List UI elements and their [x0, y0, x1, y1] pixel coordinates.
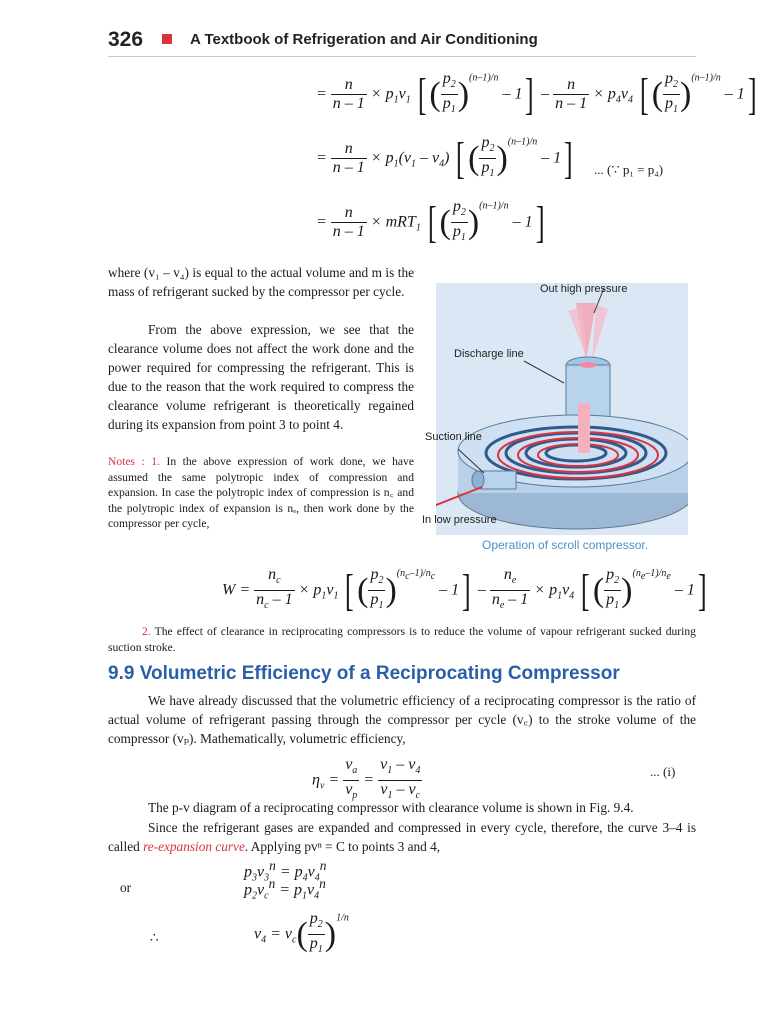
- page-number: 326: [108, 28, 144, 51]
- re-expansion-term: re-expansion curve: [143, 839, 245, 854]
- notes-label: Notes : 1.: [108, 455, 160, 468]
- therefore-symbol: ∴: [150, 930, 159, 945]
- scroll-compressor-illustration: [436, 283, 688, 535]
- label-out-high-pressure: Out high pressure: [540, 283, 628, 295]
- equation-line-3: = $\frac{n}{n - 1}$ × mRT$_1$ [( $\frac{p_2}{p_1}$ )$^{(n-1)/n}$ – 1]: [316, 197, 545, 247]
- notes-block: [108, 454, 414, 532]
- section-title: Volumetric Efficiency of a Reciprocating Compressor: [139, 663, 620, 684]
- header-rule: [108, 56, 696, 57]
- high-pressure-jet: [568, 303, 608, 361]
- re-expansion-text-a: Since the refrigerant gases are expanded and compressed in every cycle, therefore, the curve 3–4 is called: [108, 820, 696, 854]
- label-in-low-pressure: In low pressure: [422, 514, 497, 526]
- label-suction-line: Suction line: [425, 431, 482, 443]
- suction-inlet: [472, 471, 484, 489]
- section-heading: [108, 663, 620, 685]
- discharge-channel: [578, 403, 590, 453]
- note-2: [108, 624, 696, 655]
- book-title: A Textbook of Refrigeration and Air Conditioning: [190, 31, 538, 48]
- volumetric-efficiency-equation: $\eta_v$ = $\frac{v_a}{v_p}$ = $\frac{v_1 - v_4}{v_1 - v_c}$: [312, 756, 421, 802]
- scroll-compressor-figure: [436, 283, 688, 535]
- equation-line-2: = $\frac{n}{n - 1}$ × $p_1(v_1 - v_4)$ [( $\frac{p_2}{p_1}$ )$^{(n-1)/n}$ – 1]: [316, 133, 573, 183]
- label-discharge-line: Discharge line: [454, 348, 524, 360]
- v4-equation: $v_4 = v_c$( $\frac{p_2}{p_1}$ )$^{1/n}$: [254, 910, 349, 956]
- section-number: 9.9: [108, 663, 135, 684]
- re-expansion-paragraph: [108, 818, 696, 856]
- discharge-leader: [524, 361, 564, 383]
- equation-i-label: ... (i): [650, 764, 676, 779]
- clearance-paragraph: From the above expression, we see that the clearance volume does not affect the work done and the power required for compressing the refrigerant. This is due to the reason that the work required to compress the clearance volume refrigerant is theoretically regained during its expansion from point 3 to point 4.: [108, 322, 414, 432]
- work-equation: W = $\frac{n_c}{n_c - 1}$ × $p_1v_1$ [( $\frac{p_2}{p_1}$ )$^{(n_c-1)/n_c}$ – 1] – $\frac{n_e}{n_e - 1}$ × $p_1v_4$ [( $\frac{p_2}{p_1}$ )$^{(n_e-1)/n_e}$ – 1]: [222, 565, 707, 615]
- relation-c-4: $p_2v_c^n = p_1v_4^n$: [244, 876, 326, 902]
- volumetric-paragraph: We have already discussed that the volumetric efficiency of a reciprocating compressor is the ratio of actual volume of refrigerant passing through the compressor per cycle (v꜀) to the stroke volume of the compressor (vₚ). Mathematically, volumetric efficiency,: [108, 693, 696, 746]
- figure-caption: Operation of scroll compressor.: [482, 538, 649, 552]
- equation-line-1: = $\frac{n}{n - 1}$ × $p_1v_1$ [( $\frac{p_2}{p_1}$ )$^{(n-1)/n}$ – 1] – $\frac{n}{n - 1}$ × $p_4v_4$ [( $\frac{p_2}{p_1}$ )$^{(n-1)/n}$ – 1]: [316, 69, 757, 119]
- note-2-label: 2.: [142, 625, 151, 638]
- re-expansion-text-b: . Applying pvⁿ = C to points 3 and 4,: [244, 839, 441, 854]
- notes-text: In the above expression of work done, we have assumed the same polytropic index of compression and expansion. In case the polytropic index of compression is n꜀ and the polytropic index of expansion is nₑ, then work done by the compressor per cycle,: [108, 455, 414, 530]
- relation-3-4: $p_3v_3^n = p_4v_4^n$: [244, 858, 327, 884]
- where-paragraph: where (v₁ – v₄) is equal to the actual volume and m is the mass of refrigerant sucked by the compressor per cycle.: [108, 265, 414, 299]
- header-square-icon: [162, 34, 172, 44]
- or-label: or: [120, 880, 132, 895]
- note-2-text: The effect of clearance in reciprocating compressors is to reduce the volume of vapour refrigerant sucked during suction stroke.: [108, 625, 696, 654]
- pv-diagram-paragraph: The p-v diagram of a reciprocating compressor with clearance volume is shown in Fig. 9.4.: [148, 800, 634, 815]
- pipe-outlet: [580, 362, 596, 368]
- equation-condition: ... (∵ p₁ = p₄): [594, 162, 664, 177]
